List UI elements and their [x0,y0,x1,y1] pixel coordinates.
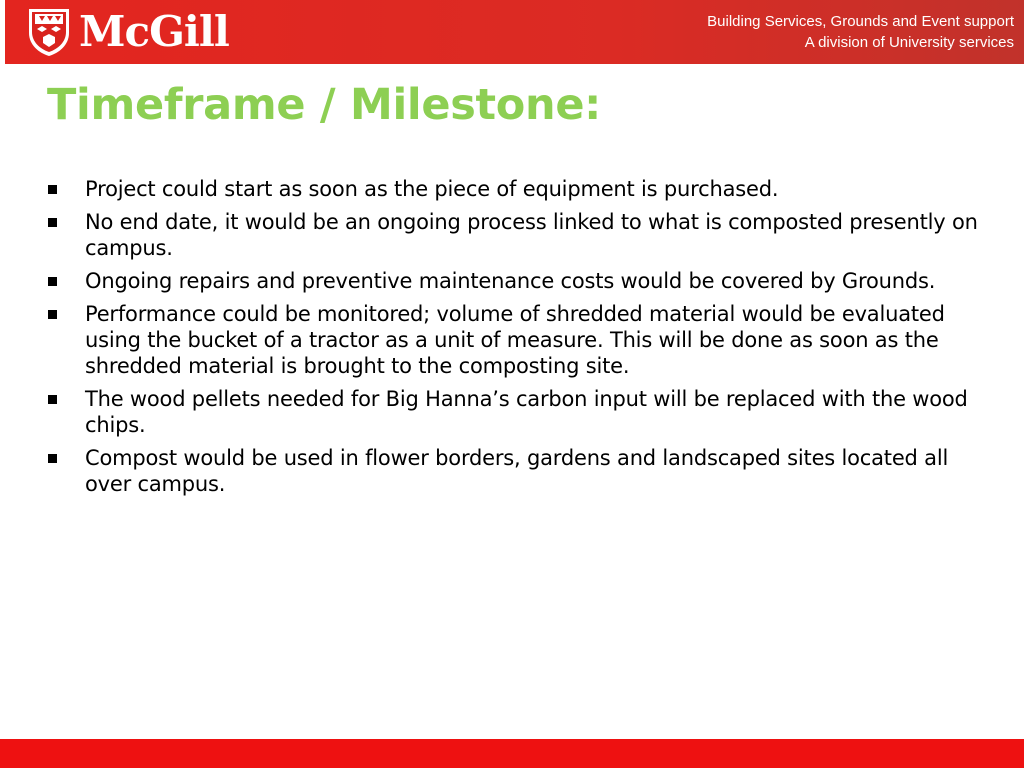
department-info [707,11,1014,53]
square-bullet-icon [48,218,57,227]
square-bullet-icon [48,277,57,286]
bullet-item [48,268,978,294]
footer-bar [0,739,1024,768]
header-bar [5,0,1024,64]
mcgill-wordmark: McGill [79,7,229,56]
bullet-list [48,176,978,504]
bullet-item [48,445,978,497]
bullet-text: Ongoing repairs and preventive maintenance costs would be covered by Grounds. [85,269,936,293]
bullet-text: Project could start as soon as the piece of equipment is purchased. [85,177,779,201]
square-bullet-icon [48,454,57,463]
square-bullet-icon [48,395,57,404]
mcgill-logo [27,7,229,57]
bullet-item [48,176,978,202]
square-bullet-icon [48,185,57,194]
bullet-item [48,386,978,438]
bullet-item [48,209,978,261]
bullet-text: Performance could be monitored; volume of shredded material would be evaluated using the bucket of a tractor as a unit of measure. This will be done as soon as the shredded material is brought to the composting site. [85,302,945,378]
bullet-item [48,301,978,379]
slide-title: Timeframe / Milestone: [47,80,602,130]
square-bullet-icon [48,310,57,319]
division-name: A division of University services [804,34,1014,51]
bullet-text: No end date, it would be an ongoing process linked to what is composted presently on campus. [85,210,978,260]
bullet-text: The wood pellets needed for Big Hanna’s carbon input will be replaced with the wood chips. [85,387,968,437]
mcgill-crest-icon [27,7,71,57]
bullet-text: Compost would be used in flower borders, gardens and landscaped sites located all over campus. [85,446,949,496]
department-name: Building Services, Grounds and Event support [707,13,1014,30]
